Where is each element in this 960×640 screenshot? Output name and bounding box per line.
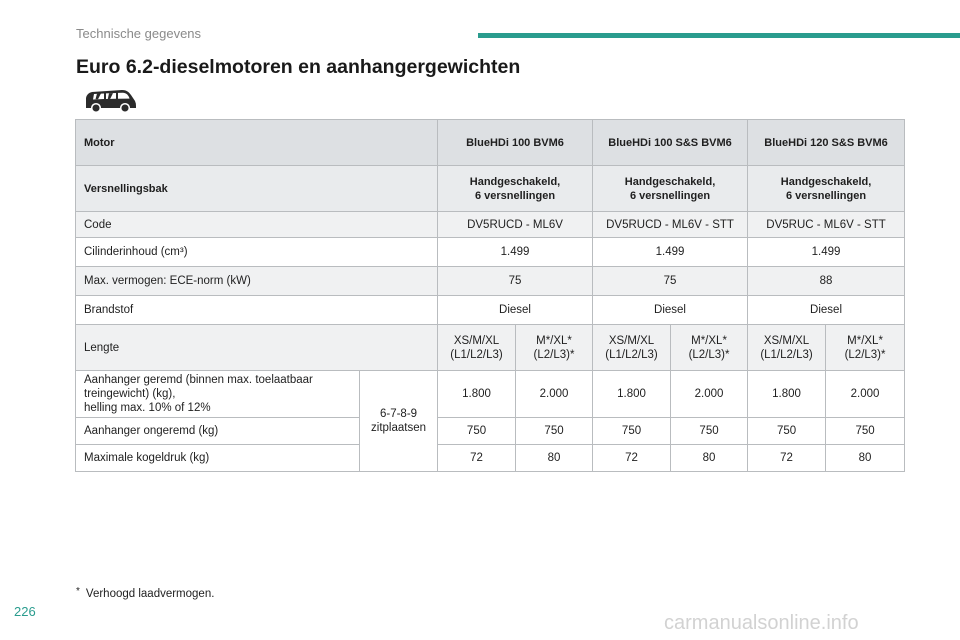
table-row-gearbox — [76, 166, 905, 212]
unbraked-value: 750 — [671, 418, 748, 445]
watermark: carmanualsonline.info — [664, 612, 859, 634]
table-row-length — [76, 325, 905, 371]
braked-value: 1.800 — [593, 371, 671, 418]
gearbox-col-2: Handgeschakeld, 6 versnellingen — [593, 166, 748, 212]
footnote — [76, 586, 214, 600]
section-header: Technische gegevens — [76, 26, 202, 41]
page-title: Euro 6.2-dieselmotoren en aanhangergewichten — [76, 56, 521, 78]
length-cell: XS/M/XL (L1/L2/L3) — [438, 325, 516, 371]
power-col-1: 75 — [438, 267, 593, 296]
length-label: Lengte — [76, 325, 438, 371]
braked-value: 1.800 — [748, 371, 826, 418]
braked-value: 2.000 — [671, 371, 748, 418]
braked-value: 2.000 — [516, 371, 593, 418]
displacement-col-1: 1.499 — [438, 238, 593, 267]
nose-weight-label: Maximale kogeldruk (kg) — [76, 445, 360, 472]
table-row-unbraked-trailer — [76, 418, 905, 445]
unbraked-value: 750 — [593, 418, 671, 445]
power-col-3: 88 — [748, 267, 905, 296]
power-col-2: 75 — [593, 267, 748, 296]
unbraked-value: 750 — [516, 418, 593, 445]
nose-weight-value: 80 — [671, 445, 748, 472]
braked-value: 1.800 — [438, 371, 516, 418]
fuel-col-3: Diesel — [748, 296, 905, 325]
braked-value: 2.000 — [826, 371, 905, 418]
power-label: Max. vermogen: ECE-norm (kW) — [76, 267, 438, 296]
displacement-label: Cilinderinhoud (cm³) — [76, 238, 438, 267]
fuel-col-1: Diesel — [438, 296, 593, 325]
displacement-col-3: 1.499 — [748, 238, 905, 267]
engine-label: Motor — [76, 120, 438, 166]
table-row-engine — [76, 120, 905, 166]
nose-weight-value: 80 — [826, 445, 905, 472]
table-row-power — [76, 267, 905, 296]
van-icon — [82, 86, 138, 114]
footnote-marker: * — [76, 586, 80, 597]
nose-weight-value: 72 — [593, 445, 671, 472]
engine-col-2: BlueHDi 100 S&S BVM6 — [593, 120, 748, 166]
nose-weight-value: 72 — [748, 445, 826, 472]
unbraked-value: 750 — [438, 418, 516, 445]
fuel-label: Brandstof — [76, 296, 438, 325]
length-cell: M*/XL* (L2/L3)* — [671, 325, 748, 371]
length-cell: M*/XL* (L2/L3)* — [826, 325, 905, 371]
gearbox-label: Versnellingsbak — [76, 166, 438, 212]
code-col-2: DV5RUCD - ML6V - STT — [593, 212, 748, 238]
braked-trailer-label: Aanhanger geremd (binnen max. toelaatbaar treingewicht) (kg), helling max. 10% of 12% — [76, 371, 360, 418]
displacement-col-2: 1.499 — [593, 238, 748, 267]
footnote-text: Verhoogd laadvermogen. — [85, 588, 215, 600]
gearbox-col-1: Handgeschakeld, 6 versnellingen — [438, 166, 593, 212]
fuel-col-2: Diesel — [593, 296, 748, 325]
engine-col-3: BlueHDi 120 S&S BVM6 — [748, 120, 905, 166]
engine-col-1: BlueHDi 100 BVM6 — [438, 120, 593, 166]
page-number: 226 — [14, 604, 36, 619]
table-row-braked-trailer — [76, 371, 905, 418]
unbraked-trailer-label: Aanhanger ongeremd (kg) — [76, 418, 360, 445]
table-row-code — [76, 212, 905, 238]
length-cell: XS/M/XL (L1/L2/L3) — [748, 325, 826, 371]
engine-spec-table — [75, 119, 905, 472]
nose-weight-value: 80 — [516, 445, 593, 472]
table-row-displacement — [76, 238, 905, 267]
length-cell: M*/XL* (L2/L3)* — [516, 325, 593, 371]
code-label: Code — [76, 212, 438, 238]
unbraked-value: 750 — [826, 418, 905, 445]
length-cell: XS/M/XL (L1/L2/L3) — [593, 325, 671, 371]
table-row-fuel — [76, 296, 905, 325]
nose-weight-value: 72 — [438, 445, 516, 472]
seats-cell: 6-7-8-9 zitplaatsen — [360, 371, 438, 472]
table-row-nose-weight — [76, 445, 905, 472]
section-accent-bar — [478, 33, 960, 38]
gearbox-col-3: Handgeschakeld, 6 versnellingen — [748, 166, 905, 212]
code-col-3: DV5RUC - ML6V - STT — [748, 212, 905, 238]
unbraked-value: 750 — [748, 418, 826, 445]
code-col-1: DV5RUCD - ML6V — [438, 212, 593, 238]
